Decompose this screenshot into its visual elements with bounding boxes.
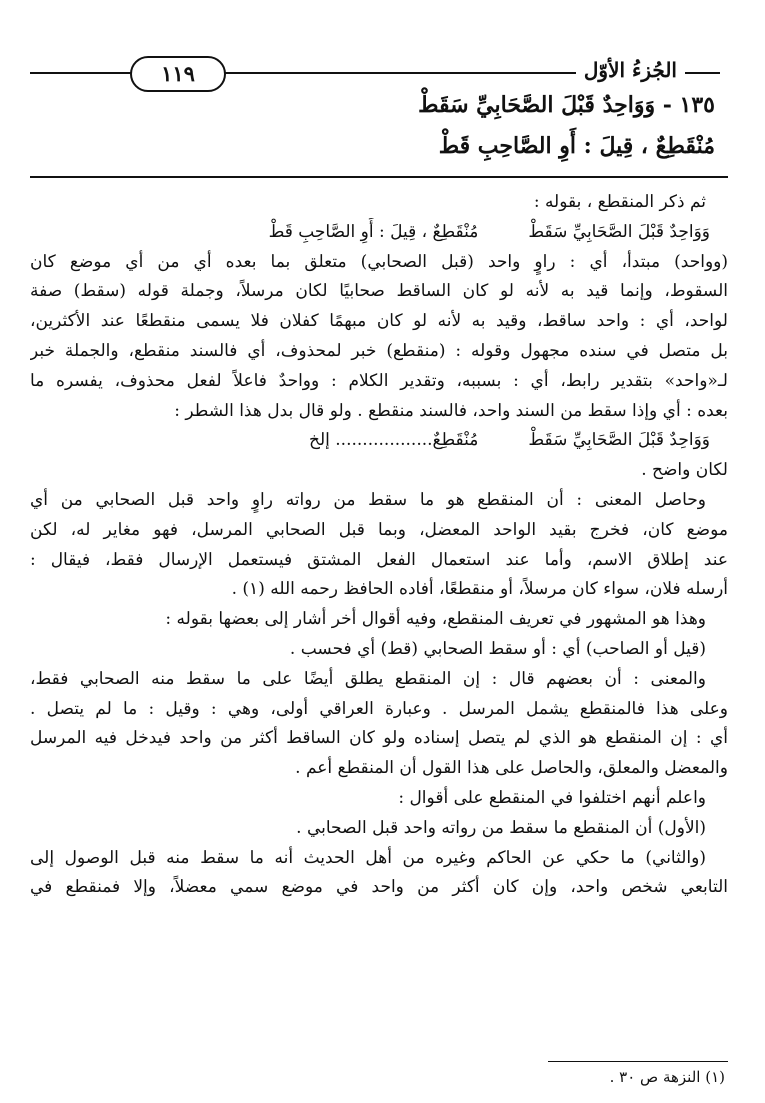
verse-divider	[30, 176, 728, 178]
verse-line-1: ١٣٥ - وَوَاحِدٌ قَبْلَ الصَّحَابِيِّ سَقَطْ	[418, 92, 715, 118]
verse-line-2: مُنْقَطِعٌ ، قِيلَ : أَوِ الصَّاحِبِ قَطْ	[438, 133, 715, 159]
body-line: لواحد، أي : واحد ساقط، وقيد به لأنه لو كان مبهمًا كفلان فلا يسمى منقطعًا عند الأكثرين،	[30, 311, 728, 332]
body-line: والمعضل والمعلق، والحاصل على هذا القول أن المنقطع أعم .	[295, 758, 728, 779]
poem-hemistich-right: وَوَاحِدٌ قَبْلَ الصَّحَابِيِّ سَقَطْ	[528, 430, 710, 451]
footnote-rule	[548, 1061, 728, 1062]
body-line: بل متصل في سنده مجهول وقوله : (منقطع) خبر لمحذوف، أي فالسند منقطع، والجملة خبر	[30, 340, 728, 361]
body-line: التابعي شخص واحد، وإن كان أكثر من واحد في موضع سمي معضلاً، وإلا فمنقطع في	[30, 877, 728, 898]
footnote: (١) النزهة ص ٣٠ .	[609, 1068, 725, 1086]
body-line: (والثاني) ما حكي عن الحاكم وغيره من أهل الحديث أنه ما سقط منه قبل الوصول إلى	[30, 847, 706, 868]
poem-hemistich-right: وَوَاحِدٌ قَبْلَ الصَّحَابِيِّ سَقَطْ	[528, 221, 710, 242]
poem-line	[30, 426, 728, 456]
body-line: (وواحد) مبتدأ، أي : راوٍ واحد (قبل الصحابي) متعلق بما بعده أي من أي موضع كان	[30, 251, 728, 272]
body-line: لـ«واحد» بتقدير رابط، أي : بسببه، وتقدير الكلام : وواحدٌ فاعلاً لفعل محذوف، يفسره ما	[30, 370, 728, 391]
poem-line	[30, 218, 728, 248]
body-line: واعلم أنهم اختلفوا في المنقطع على أقوال :	[398, 787, 706, 808]
body-line: عند إطلاق الاسم، وأما عند استعمال الفعل المشتق فيستعمل الإرسال فقط، فيقال :	[30, 549, 728, 570]
body-line: وعلى هذا فالمنقطع يشمل المرسل . وعبارة العراقي أولى، وهي : وقيل : ما لم يتصل .	[30, 698, 728, 719]
body-line: لكان واضح .	[641, 460, 728, 481]
body-line: أرسله فلان، سواء كان مرسلاً، أو منقطعًا، أفاده الحافظ رحمه الله (١) .	[231, 579, 728, 600]
body-line: وحاصل المعنى : أن المنقطع هو ما سقط من رواته راوٍ واحد قبل الصحابي من أي	[30, 489, 706, 510]
body-line: موضع كان، فخرج بقيد الواحد المعضل، وبما قبل الصحابي المرسل، فهو مغاير له، لكن	[30, 519, 728, 540]
page-number: ١١٩	[130, 56, 226, 92]
body-line: (قيل أو الصاحب) أي : أو سقط الصحابي (قط) أي فحسب .	[289, 638, 706, 659]
part-title: الجُزءُ الأوّل	[576, 58, 685, 82]
body-line: ثم ذكر المنقطع ، بقوله :	[533, 192, 706, 212]
body-line: والمعنى : أن بعضهم قال : إن المنقطع يطلق أيضًا على ما سقط منه الصحابي فقط،	[30, 668, 706, 689]
poem-hemistich-left: مُنْقَطِعٌ ، قِيلَ : أَوِ الصَّاحِبِ قَطْ	[268, 221, 479, 242]
body-line: السقوط، وإنما قيد به لأنه لو كان الساقط صحابيًا لكان مرسلاً، وجملة قوله (سقط) صفة	[30, 281, 728, 302]
poem-hemistich-left: مُنْقَطِعٌ.................. إلخ	[309, 430, 479, 451]
body-line: (الأول) أن المنقطع ما سقط من رواته واحد قبل الصحابي .	[296, 817, 706, 838]
body-line: أي : إن المنقطع هو الذي لم يتصل إسناده ولو كان الساقط أكثر من واحد فيدخل فيه المرسل	[30, 728, 728, 749]
body-line: وهذا هو المشهور في تعريف المنقطع، وفيه أقوال أخر أشار إلى بعضها بقوله :	[165, 609, 706, 630]
commentary-body	[30, 188, 728, 903]
body-line: بعده : أي وإذا سقط من السند واحد، فالسند منقطع . ولو قال بدل هذا الشطر :	[174, 400, 728, 421]
